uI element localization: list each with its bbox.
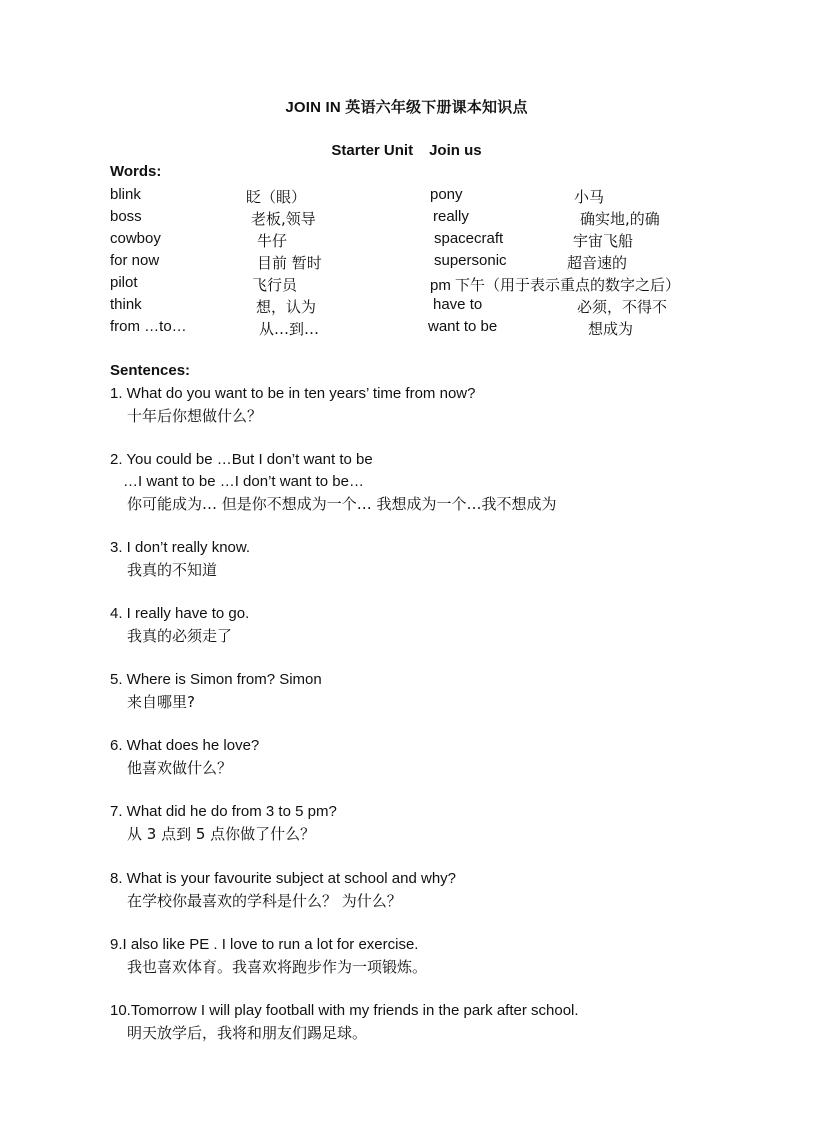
sentence-item (110, 735, 770, 779)
word-chinese: 目前 暂时 (257, 254, 322, 272)
word-english: have to (433, 296, 483, 313)
unit-heading (0, 142, 813, 159)
sentence-chinese: 我真的必须走了 (127, 627, 233, 645)
sentence-english: 4. I really have to go. (110, 605, 250, 622)
sentence-chinese: 从 3 点到 5 点你做了什么？ (127, 825, 316, 843)
word-english: want to be (428, 318, 498, 335)
word-english: really (433, 208, 469, 225)
word-english: blink (110, 186, 141, 203)
sentence-item (110, 603, 770, 647)
word-english: from …to… (110, 318, 187, 335)
sentence-english: 6. What does he love? (110, 737, 260, 754)
word-chinese: 老板,领导 (251, 210, 316, 228)
word-chinese: 小马 (574, 188, 605, 206)
sentence-english: 2. You could be …But I don’t want to be (110, 451, 373, 468)
sentence-chinese: 他喜欢做什么？ (127, 759, 233, 777)
word-english: for now (110, 252, 160, 269)
sentence-english: 1. What do you want to be in ten years’ time from now? (110, 385, 476, 402)
sentence-english: 3. I don’t really know. (110, 539, 251, 556)
word-chinese: 确实地,的确 (580, 210, 660, 228)
word-chinese: 眨（眼） (246, 188, 307, 206)
unit-subtitle: Join us (429, 142, 482, 159)
sentence-chinese: 我也喜欢体育。我喜欢将跑步作为一项锻炼。 (127, 958, 428, 976)
word-chinese: 飞行员 (252, 276, 298, 294)
sentence-english: 9.I also like PE . I love to run a lot for exercise. (110, 936, 419, 953)
sentence-chinese: 你可能成为… 但是你不想成为一个… 我想成为一个…我不想成为 (127, 495, 557, 513)
word-chinese: 牛仔 (257, 232, 288, 250)
sentence-english: 8. What is your favourite subject at school and why? (110, 870, 457, 887)
sentences-heading: Sentences: (110, 362, 191, 379)
sentence-chinese: 来自哪里? (127, 693, 195, 711)
word-english: cowboy (110, 230, 161, 247)
word-english: pony (430, 186, 463, 203)
word-english: spacecraft (434, 230, 504, 247)
word-row (0, 296, 813, 318)
sentence-item (110, 1000, 770, 1044)
word-row (0, 252, 813, 274)
word-chinese: 想，认为 (256, 298, 317, 316)
word-english: pm 下午（用于表示重点的数字之后） (430, 277, 681, 294)
word-chinese: 必须，不得不 (577, 298, 668, 316)
sentence-chinese: 十年后你想做什么？ (127, 407, 263, 425)
sentence-english: 10.Tomorrow I will play football with my friends in the park after school. (110, 1002, 579, 1019)
sentence-english: 7. What did he do from 3 to 5 pm? (110, 803, 337, 820)
sentence-item (110, 383, 770, 427)
word-row (0, 186, 813, 208)
sentence-item (110, 669, 770, 713)
sentence-chinese: 明天放学后，我将和朋友们踢足球。 (127, 1024, 368, 1042)
word-chinese: 想成为 (588, 320, 634, 338)
sentence-english: …I want to be …I don’t want to be… (123, 473, 364, 490)
sentence-item (110, 449, 770, 515)
word-row (0, 208, 813, 230)
word-english: boss (110, 208, 142, 225)
word-chinese: 超音速的 (567, 254, 628, 272)
sentence-item (110, 934, 770, 978)
sentence-item (110, 801, 770, 845)
sentence-chinese: 在学校你最喜欢的学科是什么？ 为什么？ (127, 892, 402, 910)
word-row (0, 274, 813, 296)
word-chinese: 从…到… (259, 320, 320, 338)
words-heading: Words: (110, 163, 162, 180)
word-chinese: 宇宙飞船 (573, 232, 634, 250)
unit-name: Starter Unit (331, 142, 414, 159)
sentence-item (110, 868, 770, 912)
word-row (0, 230, 813, 252)
word-row (0, 318, 813, 340)
sentence-chinese: 我真的不知道 (127, 561, 218, 579)
word-english: think (110, 296, 142, 313)
word-english: pilot (110, 274, 138, 291)
document-title: JOIN IN 英语六年级下册课本知识点 (285, 99, 528, 116)
word-english: supersonic (434, 252, 507, 269)
sentence-english: 5. Where is Simon from? Simon (110, 671, 322, 688)
sentence-item (110, 537, 770, 581)
